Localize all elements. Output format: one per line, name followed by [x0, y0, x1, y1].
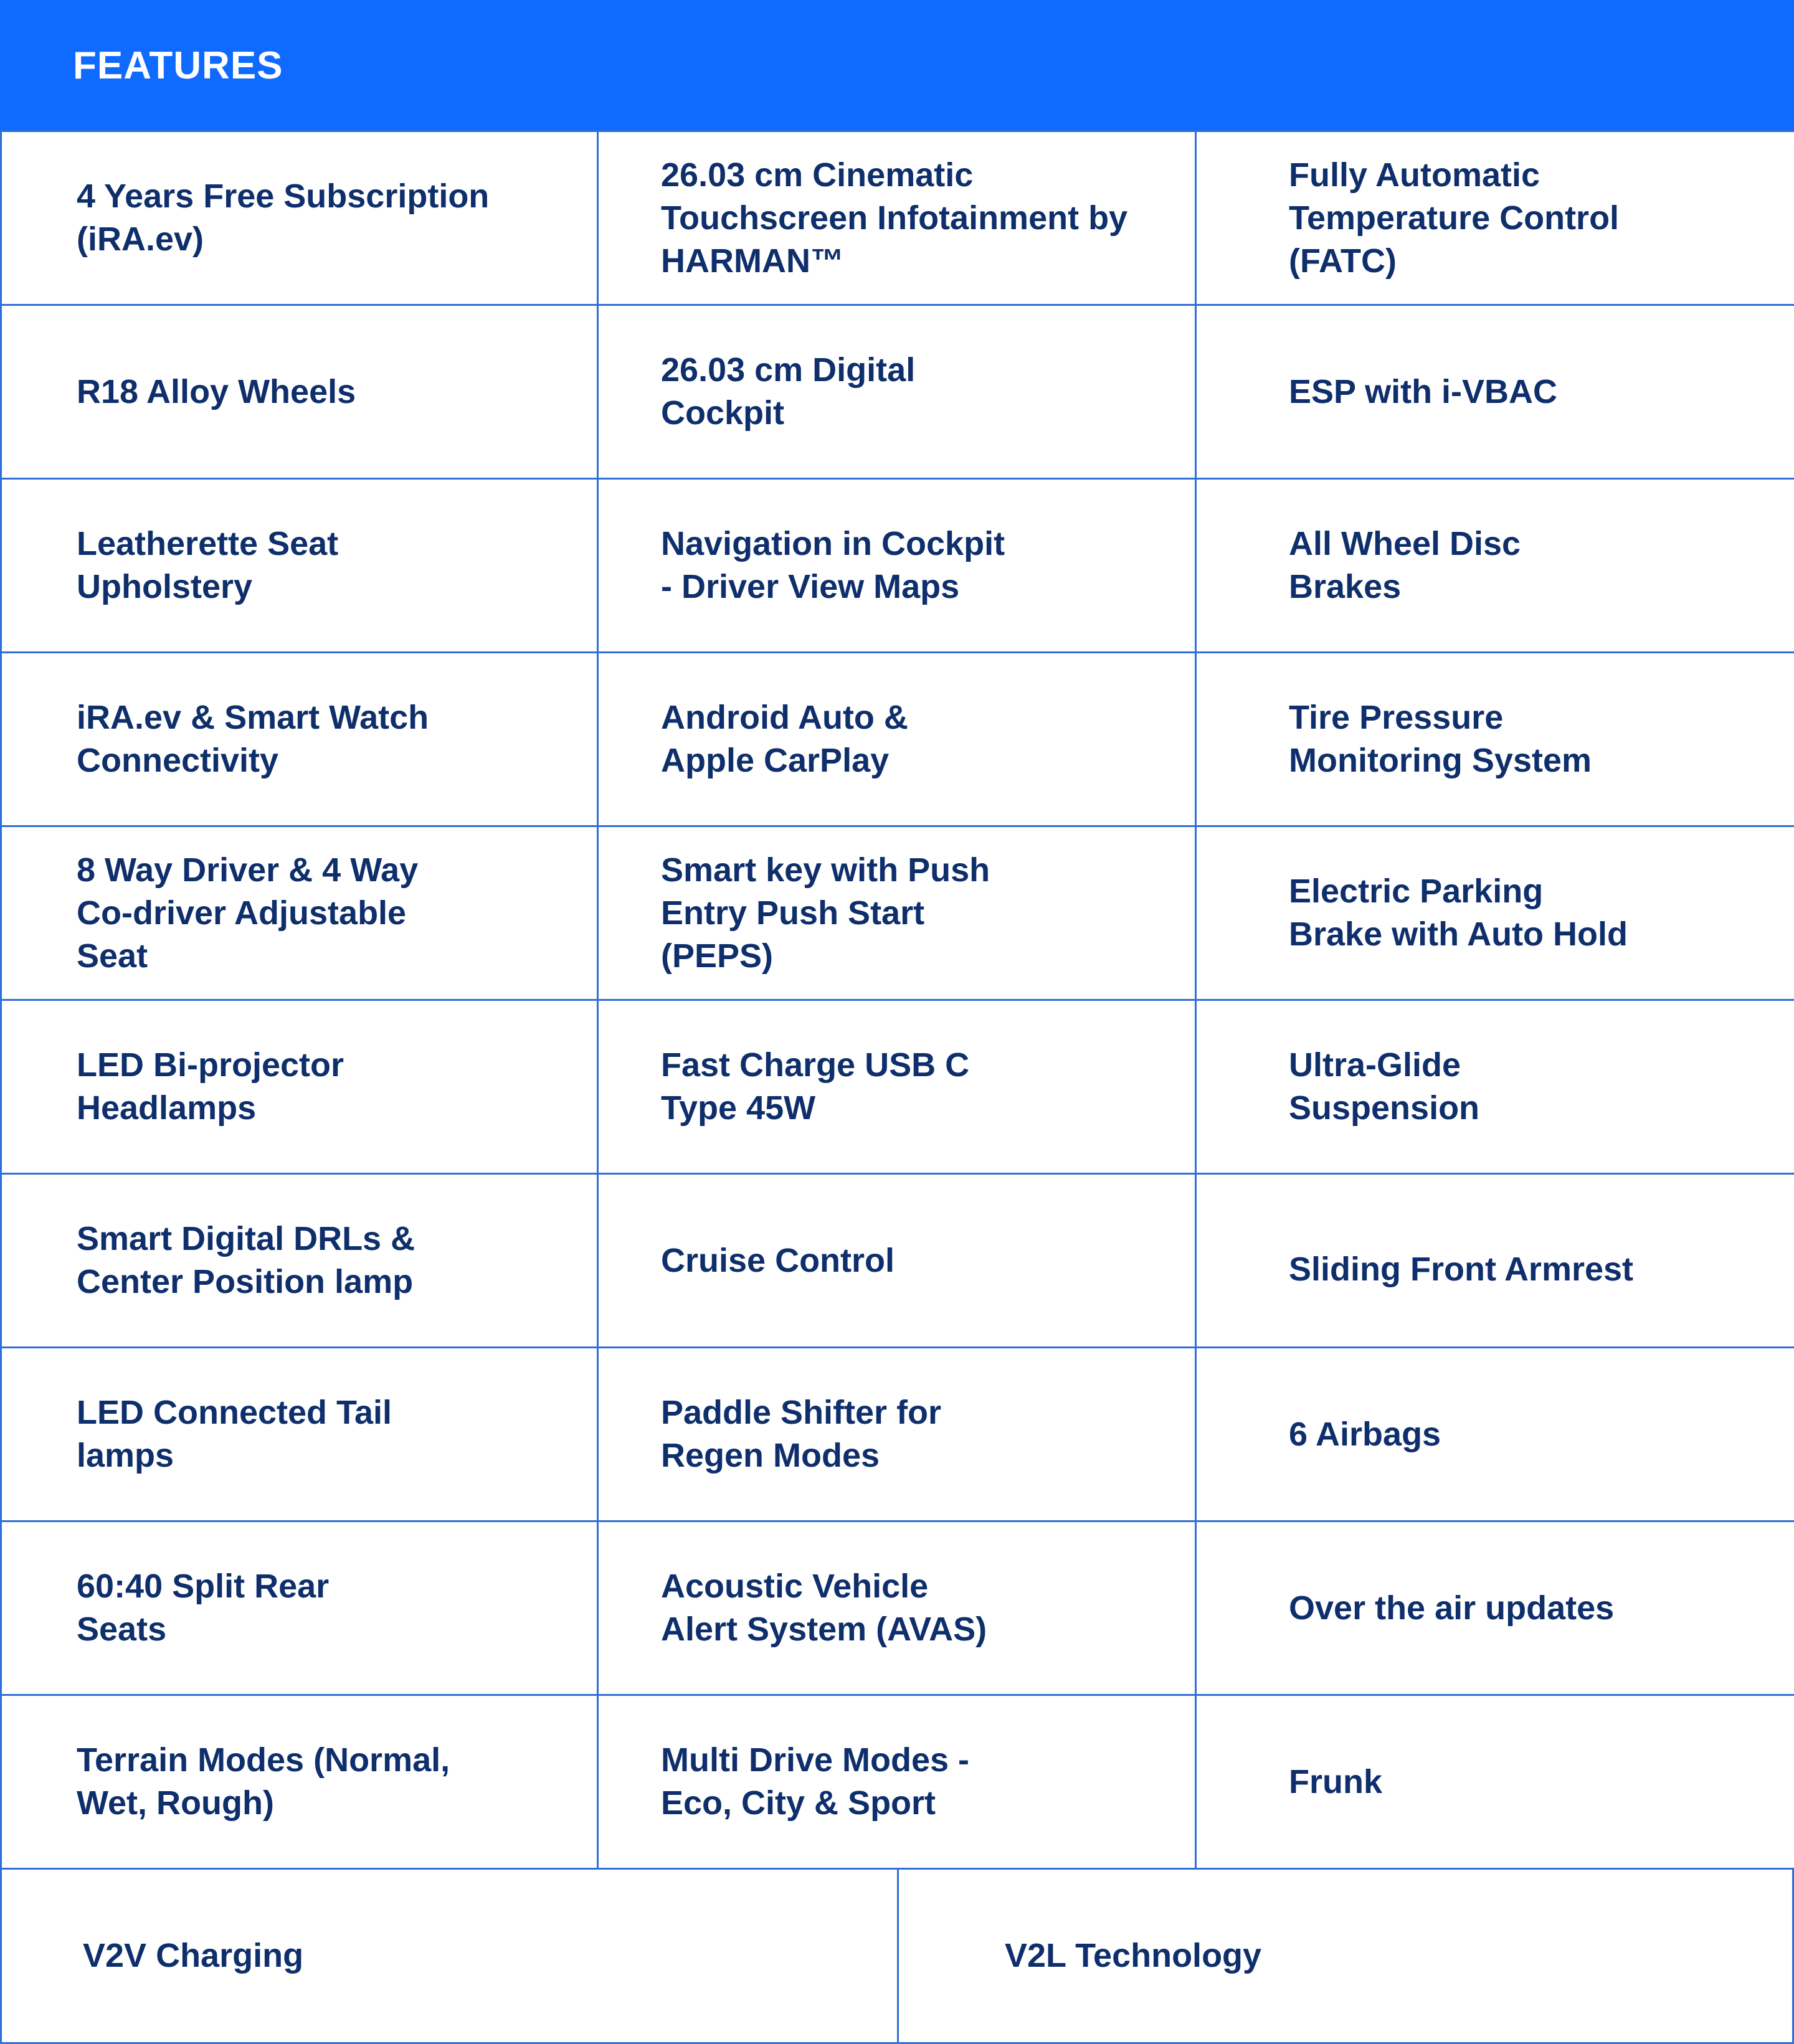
- feature-cell: [1195, 1173, 1794, 1348]
- feature-cell: [1195, 651, 1794, 827]
- feature-cell: [1195, 999, 1794, 1175]
- feature-label: Leatherette Seat Upholstery: [77, 525, 339, 605]
- feature-cell: [597, 1346, 1197, 1522]
- feature-label: Smart key with Push Entry Push Start (PEPS): [661, 851, 990, 975]
- feature-label: iRA.ev & Smart Watch Connectivity: [77, 699, 429, 779]
- feature-label: Smart Digital DRLs & Center Position lamp: [77, 1220, 415, 1300]
- feature-label: 8 Way Driver & 4 Way Co-driver Adjustable Seat: [77, 851, 419, 975]
- feature-cell-bottom: [0, 1868, 899, 2044]
- feature-cell: [0, 651, 599, 827]
- feature-label: Ultra-Glide Suspension: [1289, 1046, 1480, 1127]
- feature-cell: [0, 999, 599, 1175]
- feature-label: Cruise Control: [661, 1241, 895, 1279]
- feature-label: 60:40 Split Rear Seats: [77, 1568, 330, 1648]
- feature-cell: [1195, 1694, 1794, 1870]
- feature-label: V2V Charging: [83, 1937, 304, 1974]
- feature-cell: [1195, 478, 1794, 653]
- feature-cell: [0, 1694, 599, 1870]
- feature-label: Frunk: [1289, 1762, 1383, 1800]
- feature-cell: [597, 1694, 1197, 1870]
- feature-label: Multi Drive Modes - Eco, City & Sport: [661, 1741, 970, 1822]
- feature-cell: [0, 478, 599, 653]
- feature-cell: [1195, 1346, 1794, 1522]
- feature-cell: [0, 1173, 599, 1348]
- feature-cell: [0, 304, 599, 480]
- feature-cell: [1195, 825, 1794, 1001]
- feature-cell: [597, 825, 1197, 1001]
- feature-cell: [597, 478, 1197, 653]
- feature-cell: [1195, 1520, 1794, 1696]
- feature-cell: [1195, 130, 1794, 306]
- feature-cell: [597, 999, 1197, 1175]
- feature-label: V2L Technology: [1005, 1937, 1262, 1974]
- feature-label: 4 Years Free Subscription (iRA.ev): [77, 177, 490, 258]
- feature-cell: [0, 1520, 599, 1696]
- feature-label: Electric Parking Brake with Auto Hold: [1289, 873, 1628, 953]
- feature-label: R18 Alloy Wheels: [77, 372, 356, 410]
- feature-cell: [597, 1173, 1197, 1348]
- feature-label: Sliding Front Armrest: [1289, 1251, 1634, 1288]
- feature-label: Navigation in Cockpit - Driver View Maps: [661, 525, 1005, 605]
- feature-label: 26.03 cm Digital Cockpit: [661, 351, 916, 432]
- feature-label: Terrain Modes (Normal, Wet, Rough): [77, 1741, 450, 1822]
- features-title: FEATURES: [73, 44, 283, 87]
- feature-cell-bottom: [897, 1868, 1794, 2044]
- feature-label: LED Bi-projector Headlamps: [77, 1046, 344, 1127]
- feature-label: All Wheel Disc Brakes: [1289, 525, 1521, 605]
- feature-label: Over the air updates: [1289, 1589, 1615, 1627]
- feature-label: Paddle Shifter for Regen Modes: [661, 1394, 942, 1474]
- feature-cell: [597, 1520, 1197, 1696]
- feature-label: Android Auto & Apple CarPlay: [661, 699, 908, 779]
- feature-label: Tire Pressure Monitoring System: [1289, 699, 1592, 779]
- feature-cell: [1195, 304, 1794, 480]
- feature-cell: [597, 651, 1197, 827]
- feature-label: Fast Charge USB C Type 45W: [661, 1046, 970, 1127]
- feature-label: Fully Automatic Temperature Control (FATC): [1289, 156, 1620, 280]
- feature-label: 6 Airbags: [1289, 1415, 1441, 1453]
- feature-cell: [597, 130, 1197, 306]
- feature-cell: [0, 130, 599, 306]
- feature-cell: [0, 1346, 599, 1522]
- feature-label: 26.03 cm Cinematic Touchscreen Infotainment by HARMAN™: [661, 156, 1128, 280]
- feature-cell: [0, 825, 599, 1001]
- feature-label: Acoustic Vehicle Alert System (AVAS): [661, 1568, 987, 1648]
- feature-label: LED Connected Tail lamps: [77, 1394, 392, 1474]
- features-header: [0, 0, 1794, 132]
- feature-cell: [597, 304, 1197, 480]
- feature-label: ESP with i-VBAC: [1289, 372, 1558, 410]
